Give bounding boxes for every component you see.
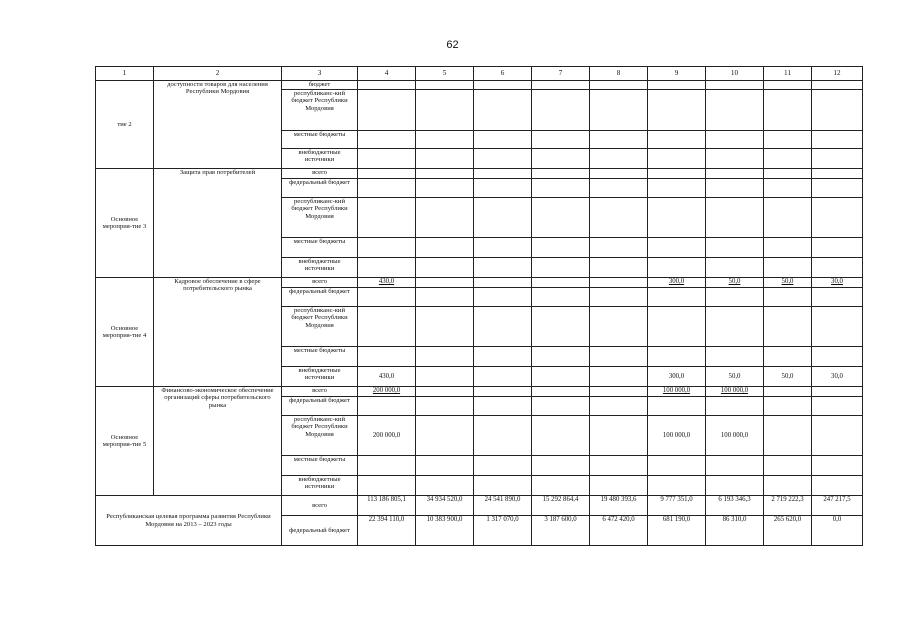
value-cell: 50,0 bbox=[764, 278, 812, 288]
value-cell: 430,0 bbox=[358, 367, 416, 387]
event-label: Основное мероприя-тие 5 bbox=[96, 387, 154, 496]
value-cell: 10 383 900,0 bbox=[416, 516, 474, 546]
value-cell: 681 190,0 bbox=[648, 516, 706, 546]
event-label: Основное мероприя-тие 3 bbox=[96, 169, 154, 278]
value-cell: 430,0 bbox=[358, 278, 416, 288]
value-cell: 100 000,0 bbox=[706, 387, 764, 397]
event-name: Кадровое обеспечение в сфере потребительского рынка bbox=[154, 278, 282, 387]
column-header: 11 bbox=[764, 67, 812, 81]
value-cell: 100 000,0 bbox=[706, 416, 764, 456]
value-cell: 50,0 bbox=[764, 367, 812, 387]
value-cell: 113 186 805,1 bbox=[358, 496, 416, 516]
value-cell: 100 000,0 bbox=[648, 387, 706, 397]
source-label: республиканс-кий бюджет Республики Мордовия bbox=[282, 90, 358, 131]
value-cell: 9 777 351,0 bbox=[648, 496, 706, 516]
table-row bbox=[96, 278, 863, 288]
source-label: всего bbox=[282, 278, 358, 288]
column-header: 9 bbox=[648, 67, 706, 81]
table-row bbox=[96, 81, 863, 90]
event-label: Основное мероприя-тие 4 bbox=[96, 278, 154, 387]
source-label: внебюджетные источники bbox=[282, 149, 358, 169]
column-header: 8 bbox=[590, 67, 648, 81]
source-label: всего bbox=[282, 496, 358, 516]
source-label: всего bbox=[282, 387, 358, 397]
value-cell: 200 000,0 bbox=[358, 416, 416, 456]
table-row bbox=[96, 496, 863, 516]
value-cell: 3 187 600,0 bbox=[532, 516, 590, 546]
source-label: местные бюджеты bbox=[282, 347, 358, 367]
program-label: Республиканская целевая программа развития Республики Мордовия на 2013 – 2023 годы bbox=[96, 496, 282, 546]
source-label: республиканс-кий бюджет Республики Мордовия bbox=[282, 198, 358, 238]
value-cell: 50,0 bbox=[706, 367, 764, 387]
column-header: 7 bbox=[532, 67, 590, 81]
value-cell: 300,0 bbox=[648, 278, 706, 288]
event-name: Защита прав потребителей bbox=[154, 169, 282, 278]
source-label: республиканс-кий бюджет Республики Мордовия bbox=[282, 416, 358, 456]
event-name: Финансово-экономическое обеспечение организаций сферы потребительского рынка bbox=[154, 387, 282, 496]
value-cell: 300,0 bbox=[648, 367, 706, 387]
source-label: внебюджетные источники bbox=[282, 476, 358, 496]
source-label: бюджет bbox=[282, 81, 358, 90]
source-label: республиканс-кий бюджет Республики Мордовия bbox=[282, 307, 358, 347]
event-name: доступности товаров для населения Республики Мордовия bbox=[154, 81, 282, 169]
source-label: местные бюджеты bbox=[282, 131, 358, 149]
column-header: 4 bbox=[358, 67, 416, 81]
value-cell: 100 000,0 bbox=[648, 416, 706, 456]
budget-table bbox=[95, 66, 863, 546]
source-label: внебюджетные источники bbox=[282, 367, 358, 387]
value-cell: 2 719 222,3 bbox=[764, 496, 812, 516]
value-cell: 50,0 bbox=[706, 278, 764, 288]
source-label: местные бюджеты bbox=[282, 238, 358, 258]
value-cell: 34 934 520,0 bbox=[416, 496, 474, 516]
value-cell: 86 310,0 bbox=[706, 516, 764, 546]
value-cell: 15 292 864,4 bbox=[532, 496, 590, 516]
source-label: федеральный бюджет bbox=[282, 288, 358, 307]
value-cell: 30,0 bbox=[812, 367, 863, 387]
value-cell: 19 480 393,6 bbox=[590, 496, 648, 516]
column-header: 6 bbox=[474, 67, 532, 81]
value-cell: 6 472 420,0 bbox=[590, 516, 648, 546]
value-cell: 200 000,0 bbox=[358, 387, 416, 397]
column-header-row bbox=[96, 67, 863, 81]
source-label: федеральный бюджет bbox=[282, 397, 358, 416]
table-row bbox=[96, 169, 863, 179]
table-row bbox=[96, 387, 863, 397]
source-label: всего bbox=[282, 169, 358, 179]
source-label: местные бюджеты bbox=[282, 456, 358, 476]
value-cell: 24 541 890,0 bbox=[474, 496, 532, 516]
page-number: 62 bbox=[446, 39, 459, 51]
column-header: 1 bbox=[96, 67, 154, 81]
value-cell: 247 217,5 bbox=[812, 496, 863, 516]
column-header: 12 bbox=[812, 67, 863, 81]
value-cell: 0,0 bbox=[812, 516, 863, 546]
column-header: 3 bbox=[282, 67, 358, 81]
value-cell: 1 317 070,0 bbox=[474, 516, 532, 546]
source-label: федеральный бюджет bbox=[282, 516, 358, 546]
column-header: 10 bbox=[706, 67, 764, 81]
value-cell: 265 620,0 bbox=[764, 516, 812, 546]
value-cell: 30,0 bbox=[812, 278, 863, 288]
source-label: внебюджетные источники bbox=[282, 258, 358, 278]
source-label: федеральный бюджет bbox=[282, 179, 358, 198]
value-cell: 22 394 110,0 bbox=[358, 516, 416, 546]
column-header: 2 bbox=[154, 67, 282, 81]
value-cell: 6 193 346,3 bbox=[706, 496, 764, 516]
column-header: 5 bbox=[416, 67, 474, 81]
event-label: тие 2 bbox=[96, 81, 154, 169]
